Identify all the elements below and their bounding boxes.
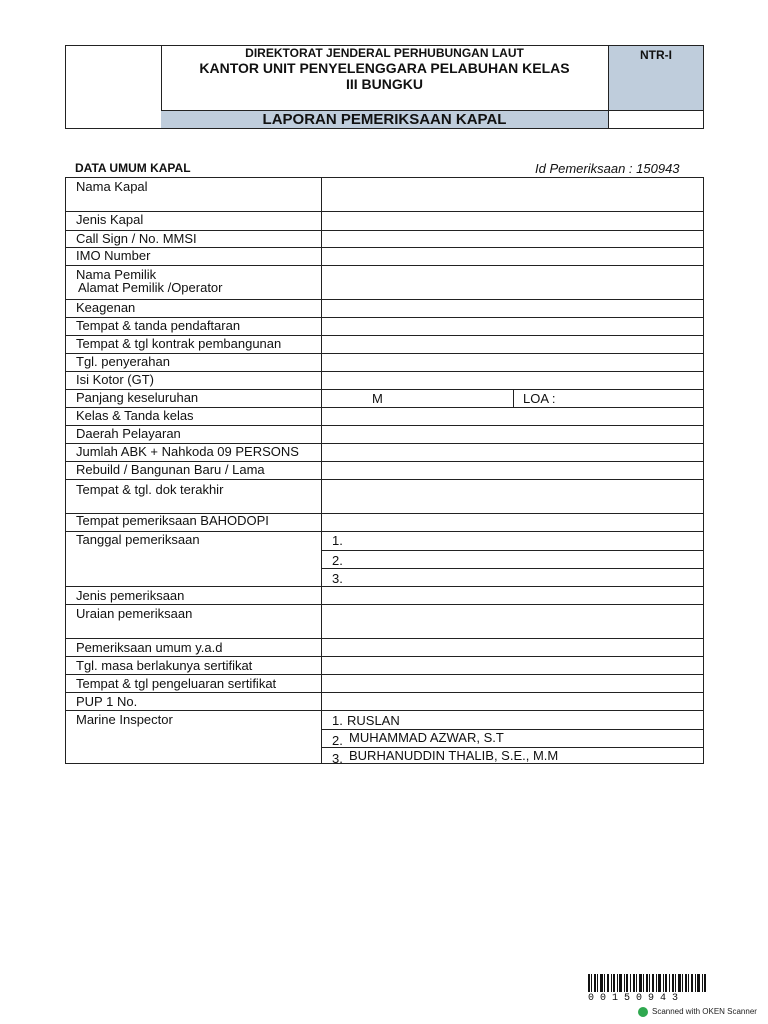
- report-title-side-cell: [608, 110, 703, 128]
- label-nama-kapal: Nama Kapal: [76, 179, 148, 194]
- panjang-unit: M: [372, 391, 383, 406]
- inspector-2-name: MUHAMMAD AZWAR, S.T: [349, 730, 504, 745]
- tanggal-item-2: 2.: [332, 553, 343, 568]
- header-title-cell: [161, 46, 608, 110]
- label-jenis-kapal: Jenis Kapal: [76, 212, 144, 227]
- label-kelas: Kelas & Tanda kelas: [76, 408, 194, 423]
- inspector-3-number: 3.: [332, 751, 343, 766]
- barcode-image: [588, 974, 706, 992]
- inspection-id: Id Pemeriksaan : 150943: [535, 161, 680, 176]
- label-tempat-kontrak: Tempat & tgl kontrak pembangunan: [76, 336, 282, 351]
- scanner-watermark: [638, 1007, 757, 1017]
- label-pemeriksaan-umum: Pemeriksaan umum y.a.d: [76, 640, 223, 655]
- label-rebuild: Rebuild / Bangunan Baru / Lama: [76, 462, 265, 477]
- scanner-text: Scanned with OKEN Scanner: [652, 1007, 757, 1017]
- barcode-number: 00150943: [588, 993, 685, 1004]
- label-daerah: Daerah Pelayaran: [76, 426, 181, 441]
- tanggal-item-3: 3.: [332, 571, 343, 586]
- header-line-2: KANTOR UNIT PENYELENGGARA PELABUHAN KELAS: [199, 60, 570, 76]
- header-line-1: DIREKTORAT JENDERAL PERHUBUNGAN LAUT: [245, 46, 524, 60]
- inspector-2-number: 2.: [332, 733, 343, 748]
- label-call-sign: Call Sign / No. MMSI: [76, 231, 197, 246]
- label-uraian: Uraian pemeriksaan: [76, 606, 193, 621]
- scanner-logo-icon: [638, 1007, 648, 1017]
- label-tempat-pengeluaran: Tempat & tgl pengeluaran sertifikat: [76, 676, 277, 691]
- label-tanggal-pemeriksaan: Tanggal pemeriksaan: [76, 532, 200, 547]
- label-isi-kotor: Isi Kotor (GT): [76, 372, 155, 387]
- label-jumlah-abk: Jumlah ABK + Nahkoda 09 PERSONS: [76, 444, 299, 459]
- inspector-1-number: 1.: [332, 713, 343, 728]
- label-panjang: Panjang keseluruhan: [76, 390, 199, 405]
- form-code: NTR-I: [608, 46, 703, 110]
- label-imo: IMO Number: [76, 248, 151, 263]
- label-tempat-dok: Tempat & tgl. dok terakhir: [76, 482, 224, 497]
- section-title: DATA UMUM KAPAL: [75, 161, 191, 175]
- label-tempat-pemeriksaan: Tempat pemeriksaan BAHODOPI: [76, 513, 269, 528]
- inspector-1-name: RUSLAN: [347, 713, 400, 728]
- label-tempat-tanda: Tempat & tanda pendaftaran: [76, 318, 241, 333]
- label-jenis-pemeriksaan: Jenis pemeriksaan: [76, 588, 185, 603]
- label-keagenan: Keagenan: [76, 300, 136, 315]
- header-line-3: III BUNGKU: [346, 76, 423, 92]
- document-header: [65, 45, 704, 129]
- tanggal-item-1: 1.: [332, 533, 343, 548]
- logo-cell: [66, 46, 162, 128]
- label-pup: PUP 1 No.: [76, 694, 138, 709]
- inspector-3-name: BURHANUDDIN THALIB, S.E., M.M: [349, 748, 559, 763]
- label-marine-inspector: Marine Inspector: [76, 712, 173, 727]
- label-tgl-masa: Tgl. masa berlakunya sertifikat: [76, 658, 253, 673]
- label-alamat-pemilik: Alamat Pemilik /Operator: [78, 280, 223, 295]
- loa-label: LOA :: [523, 391, 556, 406]
- label-nama-pemilik: Nama Pemilik: [76, 267, 157, 282]
- vessel-data-table: [65, 177, 704, 764]
- report-title: LAPORAN PEMERIKSAAN KAPAL: [161, 110, 608, 128]
- label-tgl-penyerahan: Tgl. penyerahan: [76, 354, 170, 369]
